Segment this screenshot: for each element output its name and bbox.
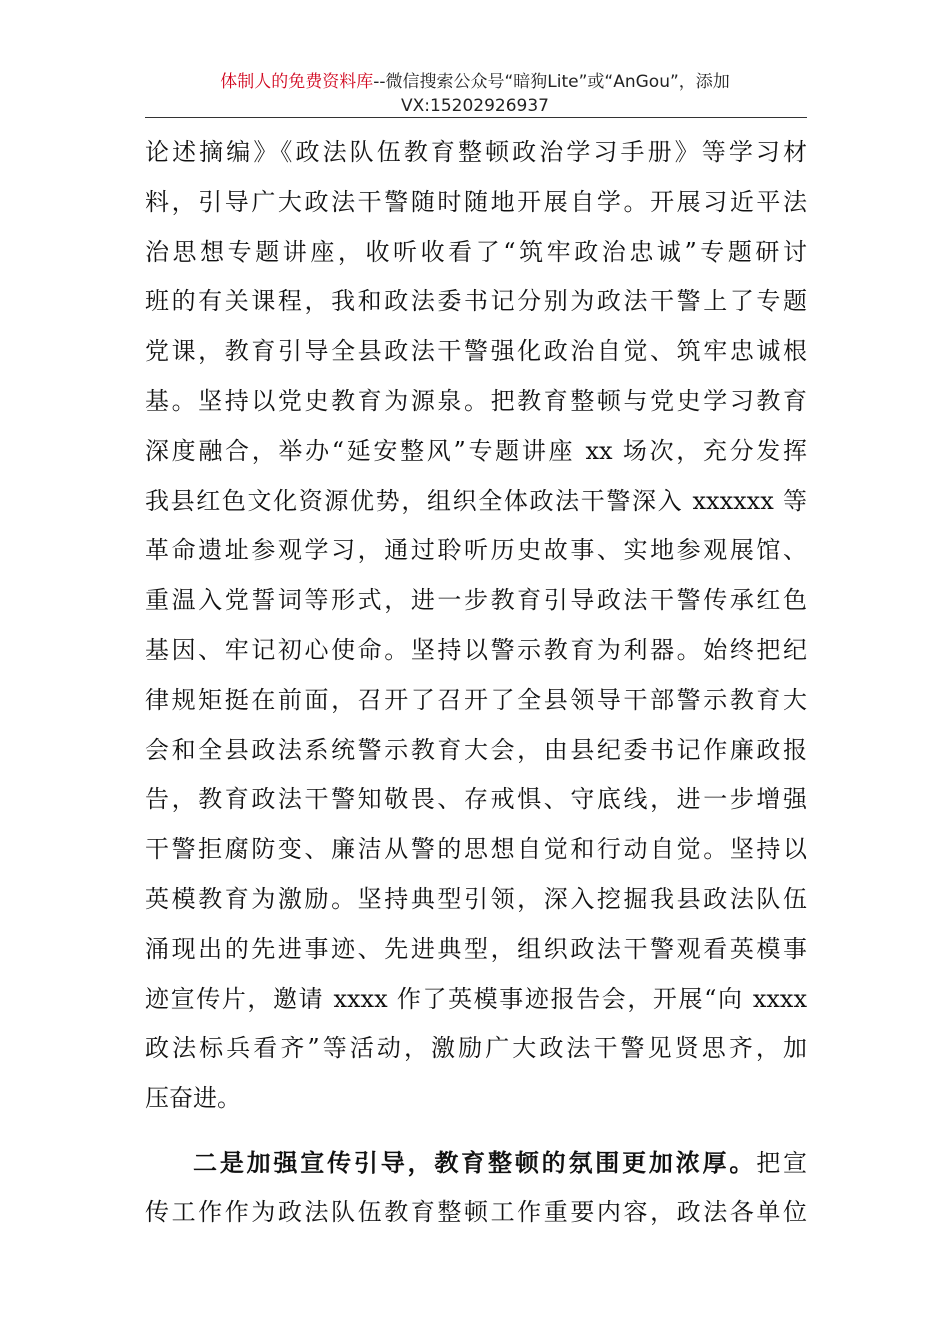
text-line: 告，教育政法干警知敬畏、存戒惧、守底线，进一步增强 xyxy=(145,785,807,814)
text-line: 我县红色文化资源优势，组织全体政法干警深入 xxxxxx 等 xyxy=(145,486,807,515)
document-body xyxy=(145,128,807,1238)
header-brand: 体制人的免费资料库 xyxy=(220,72,374,92)
paragraph-gap xyxy=(145,1124,807,1138)
text-line: 基。坚持以党史教育为源泉。把教育整顿与党史学习教育 xyxy=(145,386,807,415)
paragraph-2-heading: 二是加强宣传引导，教育整顿的氛围更加浓厚。 xyxy=(193,1147,757,1177)
paragraph-2-line-1-rest: 把宣 xyxy=(756,1148,807,1177)
text-line: 传工作作为政法队伍教育整顿工作重要内容，政法各单位 xyxy=(145,1197,807,1226)
text-line: 基因、牢记初心使命。坚持以警示教育为利器。始终把纪 xyxy=(145,635,807,664)
text-line xyxy=(145,1138,807,1188)
text-line: 班的有关课程，我和政法委书记分别为政法干警上了专题 xyxy=(145,287,807,316)
header-line-2: VX:15202926937 xyxy=(401,96,549,116)
text-line: 党课，教育引导全县政法干警强化政治自觉、筑牢忠诚根 xyxy=(145,337,807,366)
text-line: 料，引导广大政法干警随时随地开展自学。开展习近平法 xyxy=(145,187,807,216)
text-line: 革命遗址参观学习，通过聆听历史故事、实地参观展馆、 xyxy=(145,536,807,565)
text-line: 涌现出的先进事迹、先进典型，组织政法干警观看英模事 xyxy=(145,934,807,963)
text-line: 律规矩挺在前面，召开了召开了全县领导干部警示教育大 xyxy=(145,685,807,714)
text-line: 重温入党誓词等形式，进一步教育引导政法干警传承红色 xyxy=(145,586,807,615)
text-line: 迹宣传片，邀请 xxxx 作了英模事迹报告会，开展“向 xxxx xyxy=(145,984,807,1013)
header-line-1 xyxy=(0,70,950,94)
header-promo-text: --微信搜索公众号“暗狗Lite”或“AnGou”，添加 xyxy=(373,72,730,92)
text-line: 干警拒腐防变、廉洁从警的思想自觉和行动自觉。坚持以 xyxy=(145,835,807,864)
text-line: 政法标兵看齐”等活动，激励广大政法干警见贤思齐，加 xyxy=(145,1034,807,1063)
paragraph-2 xyxy=(145,1138,807,1238)
paragraph-1 xyxy=(145,128,807,1124)
text-line: 压奋进。 xyxy=(145,1084,241,1113)
text-line: 深度融合，举办“延安整风”专题讲座 xx 场次，充分发挥 xyxy=(145,436,807,465)
text-line: 会和全县政法系统警示教育大会，由县纪委书记作廉政报 xyxy=(145,735,807,764)
text-line: 治思想专题讲座，收听收看了“筑牢政治忠诚”专题研讨 xyxy=(145,237,807,266)
document-header xyxy=(0,70,950,118)
header-divider xyxy=(145,117,807,118)
text-line: 英模教育为激励。坚持典型引领，深入挖掘我县政法队伍 xyxy=(145,884,807,913)
text-line: 论述摘编》《政法队伍教育整顿政治学习手册》等学习材 xyxy=(145,138,807,166)
